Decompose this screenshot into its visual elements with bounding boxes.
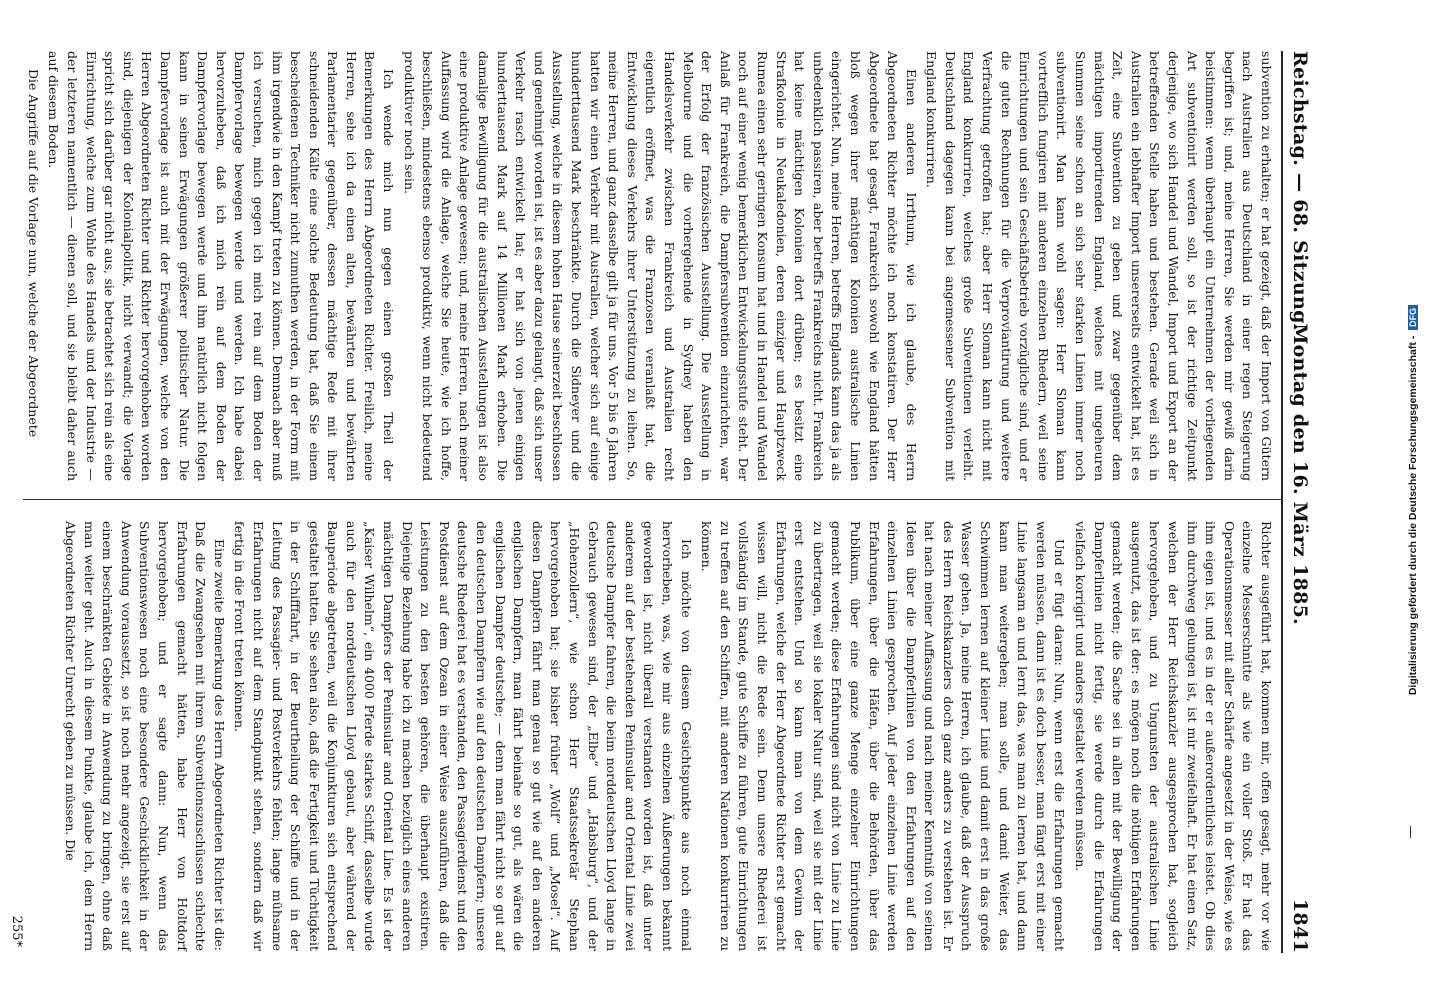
paragraph: Richter ausgeführt hat, kommen mir, offen gesagt, mehr vor wie einzelne Messerschnitte als wie ein voller Stoß. Er hat das Operationsmesser mit aller Schärfe angesetzt in der Weise, wie es ihm eigen ist, und es in der er außerordentliches leistet. Ob dies ihm durchweg gelungen ist, ist mir zweifelhaft. Er hat einen Satz, welchen der Herr Reichskanzler ausgesprochen hat, sogleich hervorgehoben, und zu Ungunsten der australischen Linie ausgenutzt, das ist der: es mögen noch die nöthigen Erfahrungen gemacht werden; die Sache sei in allen mit der Bewilligung der Dampferlinien nicht fertig, sie werde durch die Erfahrungen vielfach korrigirt und anders gestaltet werden müssen. (1073, 521, 1274, 951)
page-header (1283, 51, 1317, 953)
text-column-right (35, 521, 1275, 951)
paragraph: Einen anderen Irrthum, wie ich glaube, des Herrn Abgeordneten Richter möchte ich noch konstatiren. Der Herr Abgeordnete hat gesagt, Frankreich sowohl wie England hätten bloß wegen ihrer mächtigen Kolonien australische Linien eingerichtet. Nun, meine Herren, betreffs Englands kann das ja als unbedenklich passiren, aber betreffs Frankreichs nicht. Frankreich hat keine mächtigen Kolonien dort drüben; es besitzt eine Strafkolonie in Neukaledonien, deren einziger und Hauptzweck Rumea einen sehr geringen Konsum hat und in Handel und Wandel noch auf einer wenig bemerklichen Entwickelungsstufe steht. Der Anlaß für Frankreich, die Dampfersubvention einzurichten, war der Erfolg der französischen Ausstellung. Die Ausstellung in Melbourne und die vorhergehende in Sydney haben den Handelsverkehr zwischen Frankreich und Australien recht eigentlich eröffnet, was die Franzosen veranlaßt hat, die Entwicklung dieses Verkehrs ihrer Unterstützung zu leihen. So, meine Herren, und ganz dasselbe gilt ja für uns. Vor 5 bis 6 Jahren hatten wir einen Verkehr mit Australien, welcher sich auf einige hunderttausend Mark beschränkte. Durch die Sidneyer und die Ausstellung, welche in diesem hohen Hause seinerzeit beschlossen und genehmigt worden ist, ist es aber dazu gelangt, daß sich unser Verkehr rasch entwickelt hat; er hat sich von jenen einigen hunderttausend Mark auf 14 Millionen Mark erhoben. Die damalige Bewilligung für die australischen Ausstellungen ist also eine produktive Anlage gewesen; und, meine Herren, nach meiner Auffassung wird die Anlage, welche Sie heute, wie ich hoffe, beschließen, mindestens ebenso produktiv, wenn nicht bedeutend produktiver noch sein. (401, 51, 919, 481)
running-head-left: Reichstag. — 68. Sitzung. (1289, 51, 1311, 331)
column-divider (23, 499, 1281, 500)
rotated-document-page (5, 23, 1327, 977)
page-number: 1841 (1289, 898, 1311, 953)
paragraph: Ich wende mich nun gegen einen großen Theil der Bemerkungen des Herrn Abgeordneten Richter. Freilich, meine Herren, sehe ich da einen alten, bewährten und bewährten Parlamentarier gegenüber, dessen mächtige Rede mit ihrer schneidenden Kälte eine solche Bedeutung hat, daß Sie einem bescheidenen Techniker nicht zumuthen werden, in der Form mit ihm irgendwie in den Kampf treten zu können. Demnach aber muß ich versuchen, mich gegen ich mich rein auf dem Boden der Dampfervorlage bewegen werde und werden. Ich habe dabei hervorzuheben, daß ich mich rein auf dem Boden der Dampfervorlage bewegen werde und ihm natürlich nicht folgen kann in seinen Erwägungen größerer politischer Natur. Die Dampfervorlage ist auch mit der Erwägungen, welche von den Herren Abgeordneten Richter und Richter hervorgehoben worden sind, diejenigen der Kolonialpolitik, nicht verwandt; die Vorlage spricht sich darüber gar nicht aus, sie betrachtet sich rein als eine Einrichtung, welche zum Wohle des Handels und der Industrie — der letzteren namentlich — dienen soll, und sie bleibt daher auch auf diesem Boden. (46, 51, 397, 481)
signature-mark: 255* (9, 915, 24, 947)
dfg-logo: DFG (1408, 305, 1418, 330)
paragraph: Ich möchte von diesem Gesichtspunkte aus noch einmal hervorheben, was, wie mir aus einzelnen Äußerungen bekannt geworden ist, nicht überall verstanden worden ist, daß unter anderem auf der bestehenden Peninsular and Oriental Linie zwei deutsche Dampfer fahren, die beim norddeutschen Lloyd lange in Gebrauch gewesen sind, der „Elbe“ und „Habsburg“, und der „Hohenzollern“, wie schon Herr Staatssekretär Stephan hervorgehoben hat; sie bisher früher „Wolf“ und „Mosel“. Auf diesen Dampfern fährt man genau so gut wie auf den anderen englischen Dampfern, man fährt beinahe so gut, als wären die englischen Dampfer deutsche; — denn man fährt nicht so gut auf den deutschen Dampfern wie auf den deutschen Dampfern; unsere deutsche Rhederei hat es verstanden, den Passagierdienst und den Postdienst auf dem Ozean in einer Weise auszuführen, daß die Leistungen zu den besten gehören, die überhaupt existiren. Diejenige Beziehung habe ich zu machen bezüglich eines anderen mächtigen Dampfers der Peninsular and Oriental Line. Es ist der „Kaiser Wilhelm“, ein 4000 Pferde starkes Schiff, dasselbe wurde auch für den norddeutschen Lloyd gebaut, aber während der Bauperiode abgetreten, weil die Konjunkturen sich entsprechend gestaltet hatten. Sie sehen also, daß die Fertigkeit und Tüchtigkeit in der Schifffahrt, in der Beurtheilung der Schiffe und in der Leitung des Passagier- und Postverkehrs fehlen; lange mühsame Erfahrungen nicht auf dem Standpunkt stehen, sondern daß wir fertig in die Front treten können. (232, 521, 694, 951)
header-rule (1281, 51, 1283, 953)
running-head-date: Montag den 16. März 1885. (1289, 323, 1311, 626)
margin-tick (1410, 826, 1411, 838)
running-head-right (1289, 323, 1311, 953)
paragraph: subvention zu erhalten; er hat gezeigt, daß der Import von Gütern nach Australien aus Deutschland in einer regen Steigerung begriffen ist; und, meine Herren, Sie werden mir gewiß darin beistimmen: wenn überhaupt ein Unternehmen der vorliegenden Art subventionirt werden soll, so ist der richtige Zeitpunkt derjenige, wo sich Handel und Wandel, Import und Export an der betreffenden Stelle haben und bestehen. Gerade weil sich in Australien ein lebhafter Import unsererseits entwickelt hat, ist es Zeit, eine Subvention zu geben und zwar gegenüber dem mächtigen importirenden England, welches mit ungeheuren Summen seine schon an sich sehr starken Linien immer noch subventionirt. Man kann wohl sagen: Herr Sloman kann vortrefflich fungiren mit anderen einzelnen Rhedern, weil seine Einrichtungen und sein Geschäftsbetrieb vorzügliche sind, und er die guten Rechnungen für die Verproviantirung und weitere Verfrachtung getroffen hat; aber Herr Sloman kann nicht mit England konkurriren, welches große Subventionen verleiht. Deutschland dagegen kann bei angemessener Subvention mit England konkurriren. (924, 51, 1274, 481)
digitization-credit (1407, 0, 1423, 1000)
credit-text: Digitalisierung gefördert durch die Deutsche Forschungsgemeinschaft - (1407, 335, 1419, 696)
paragraph: Eine zweite Bemerkung des Herrn Abgeordneten Richter ist die: Daß die Zwangsehen mit ihrem Subventionszuschüssen schlechte Erfahrungen gemacht hätten, habe Herr von Holtdorf hervorgehoben; und er sagte dann: Nun, wenn das Subventionswesen noch eine besondere Geschicklichkeit in der Anwendung voraussetzt, so ist noch mehr angezeigt, sie erst auf einem beschränkten Gebiete in Anwendung zu bringen, ohne daß man weiter geht. Auch in diesem Punkte, glaube ich, dem Herrn Abgeordneten Richter Unrecht geben zu müssen. Die (63, 521, 227, 951)
text-column-left (25, 51, 1275, 481)
paragraph: Die Angriffe auf die Vorlage nun, welche der Abgeordnete (25, 69, 41, 438)
paragraph: Und er fügt daran: Nun, wenn erst die Erfahrungen gemacht werden müssen, dann ist es doch besser, man fängt erst mit einer Linie langsam an und lernt das, was man zu lernen hat, und dann kann man weitergehen; man solle, und damit Weiter, das Schwimmen lernen auf kleiner Linie und damit erst in das große Wasser gehen. Ja, meine Herren, ich glaube, daß der Ausspruch des Herrn Reichskanzlers doch ganz anders zu verstehen ist. Er hat nach meiner Auffassung und nach meiner Kenntniß von seinen Ideen über die Dampferlinien von den Erfahrungen auf den einzelnen Linien gesprochen. Auf jeder einzelnen Linie werden Erfahrungen, über die Häfen, über die Behörden, über das Publikum, über eine ganze Menge einzelner Einrichtungen gemacht werden; diese Erfahrungen sind nicht von Linie zu Linie zu übertragen, weil sie lokaler Natur sind, weil sie mit der Linie erst entstehen. Und so kann man von dem Gewinn der Erfahrungen, welche der Herr Abgeordnete Richter erst gemacht wissen will, nicht die Rede sein. Denn unsere Rhederei ist vollständig im Stande, gute Schiffe zu führen, gute Einrichtungen zu treffen auf den Schiffen, mit anderen Nationen konkurriren zu können. (699, 521, 1068, 951)
